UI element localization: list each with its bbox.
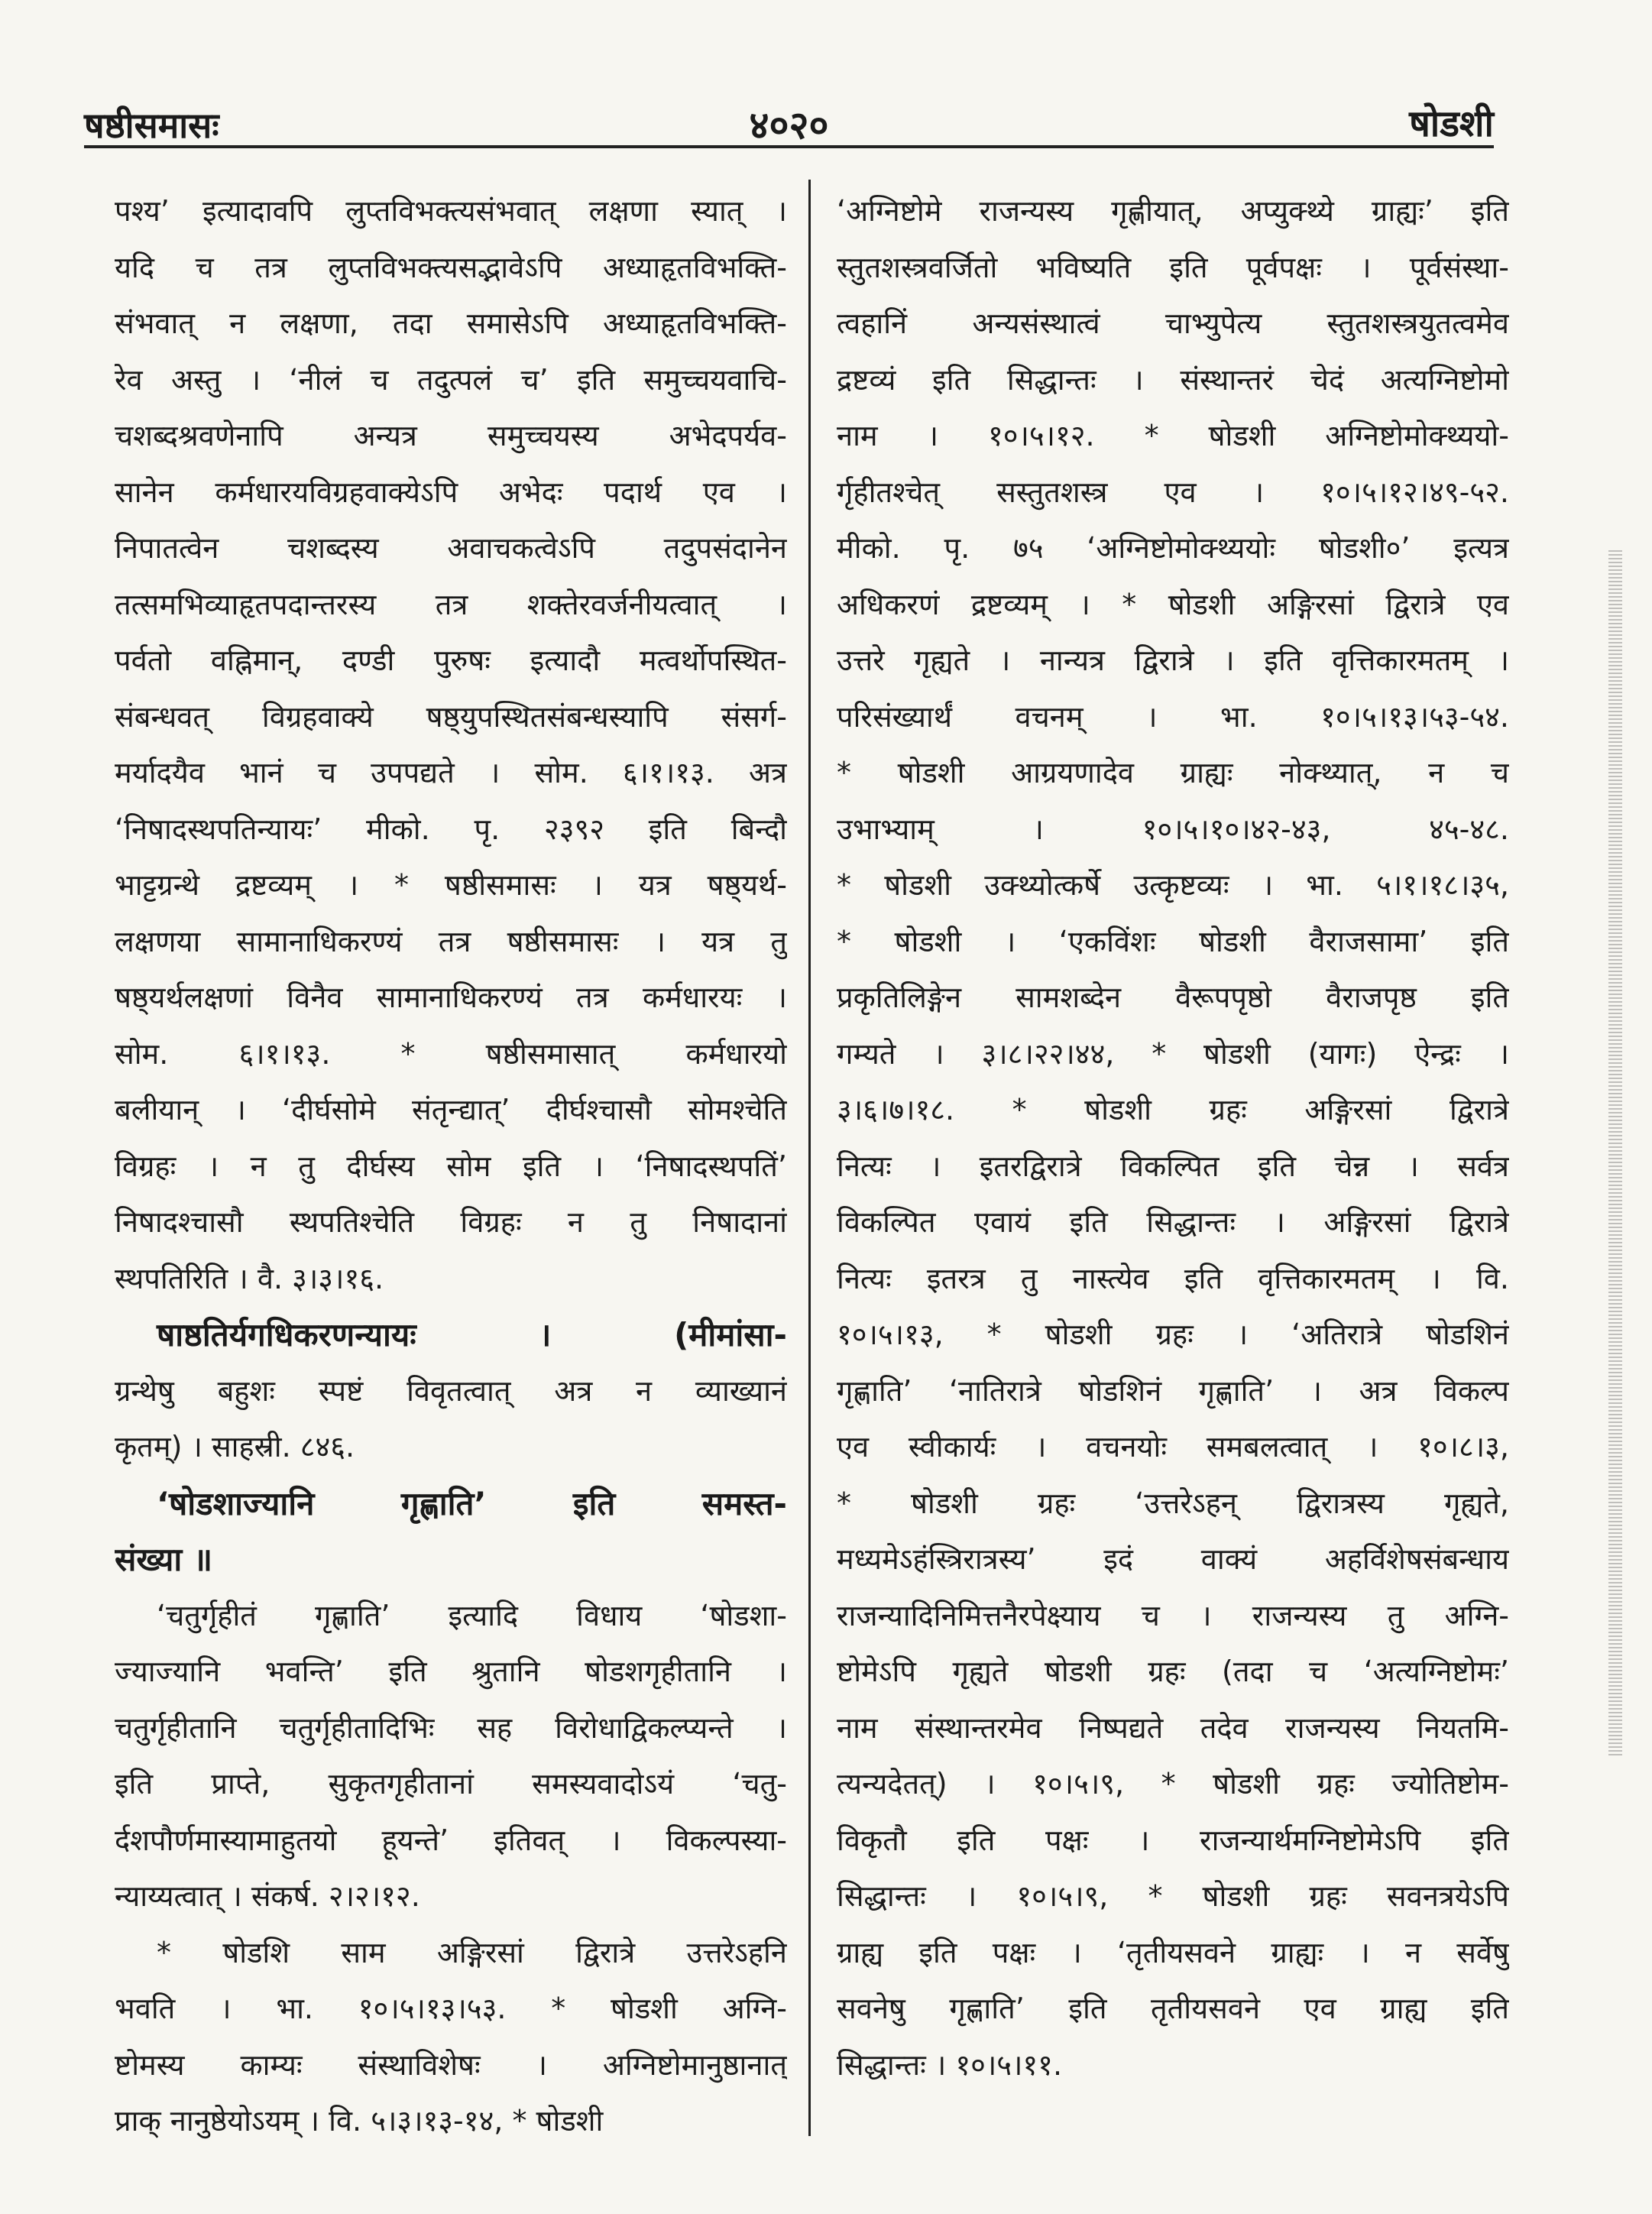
text-line: सिद्धान्तः । १०।५।११.: [837, 2047, 1063, 2082]
text-line: गृह्णाति’ ‘नातिरात्रे षोडशिनं गृह्णाति’ । अत्र विकल्प: [837, 1373, 1509, 1408]
text-line: ‘चतुर्गृहीतं गृह्णाति’ इत्यादि विधाय ‘षोडशा-: [157, 1598, 787, 1632]
text-line: तत्समभिव्याहृतपदान्तरस्य तत्र शक्तेरवर्जनीयत्वात् ।: [115, 587, 787, 621]
text-line: सोम. ६।१।१३. * षष्ठीसमासात् कर्मधारयो: [115, 1036, 787, 1071]
text-line: स्थपतिरिति । वै. ३।३।१६.: [115, 1261, 384, 1295]
text-line: षाष्ठतिर्यगधिकरणन्यायः । (मीमांसा-: [157, 1316, 787, 1353]
text-line: * षोडशी ग्रहः ‘उत्तरेऽहन् द्विरात्रस्य गृह्यते,: [837, 1486, 1509, 1520]
text-line: चतुर्गृहीतानि चतुर्गृहीतादिभिः सह विरोधाद्विकल्प्यन्ते ।: [115, 1710, 787, 1745]
header-left-headword: षष्ठीसमासः: [84, 105, 219, 146]
text-line: प्राक् नानुष्ठेयोऽयम् । वि. ५।३।१३-१४, * षोडशी: [115, 2104, 604, 2138]
text-line: परिसंख्यार्थं वचनम् । भा. १०।५।१३।५३-५४.: [837, 699, 1509, 734]
column-divider: [808, 180, 811, 2136]
text-line: संख्या ॥: [115, 1541, 212, 1578]
text-line: नाम संस्थान्तरमेव निष्पद्यते तदेव राजन्यस्य नियतमि-: [837, 1710, 1509, 1745]
text-line: सानेन कर्मधारयविग्रहवाक्येऽपि अभेदः पदार्थ एव ।: [115, 475, 787, 509]
text-line: ष्टोमस्य काम्यः संस्थाविशेषः । अग्निष्टोमानुष्ठानात्: [115, 2047, 787, 2082]
text-line: त्यन्यदेतत्) । १०।५।९, * षोडशी ग्रहः ज्योतिष्टोम-: [837, 1767, 1509, 1801]
text-line: भवति । भा. १०।५।१३।५३. * षोडशी अग्नि-: [115, 1992, 787, 2025]
page-header: [84, 92, 1494, 148]
text-line: * षोडशी । ‘एकविंशः षोडशी वैराजसामा’ इति: [837, 924, 1509, 958]
text-line: १०।५।१३, * षोडशी ग्रहः । ‘अतिरात्रे षोडशिनं: [837, 1318, 1509, 1351]
text-line: रेव अस्तु । ‘नीलं च तदुत्पलं च’ इति समुच्चयवाचि-: [115, 362, 787, 397]
text-line: द्रष्टव्यं इति सिद्धान्तः । संस्थान्तरं चेदं अत्यग्निष्टोमो: [837, 362, 1509, 397]
text-line: सवनेषु गृह्णाति’ इति तृतीयसवने एव ग्राह्य इति: [837, 1992, 1509, 2025]
text-line: राजन्यादिनिमित्तनैरपेक्ष्याय च । राजन्यस्य तु अग्नि-: [837, 1598, 1509, 1632]
text-line: मीको. पृ. ७५ ‘अग्निष्टोमोक्थ्ययोः षोडशी०’ इत्यत्र: [837, 531, 1509, 565]
text-line: विकृतौ इति पक्षः । राजन्यार्थमग्निष्टोमेऽपि इति: [837, 1823, 1509, 1857]
text-line: संबन्धवत् विग्रहवाक्ये षष्ठ्युपस्थितसंबन्धस्यापि संसर्ग-: [115, 699, 787, 734]
text-line: उत्तरे गृह्यते । नान्यत्र द्विरात्रे । इति वृत्तिकारमतम् ।: [837, 643, 1509, 677]
page-number: ४०२०: [749, 103, 829, 147]
text-line: अधिकरणं द्रष्टव्यम् । * षोडशी अङ्गिरसां द्विरात्रे एव: [837, 587, 1509, 621]
text-line: कृतम्) । साहस्री. ८४६.: [115, 1430, 355, 1464]
header-right-headword: षोडशी: [1409, 102, 1494, 145]
text-line: ‘अग्निष्टोमे राजन्यस्य गृह्णीयात्, अप्युक्थ्ये ग्राह्यः’ इति: [837, 194, 1509, 228]
text-line: * षोडशि साम अङ्गिरसां द्विरात्रे उत्तरेऽहनि: [157, 1935, 787, 1969]
text-line: ष्टोमेऽपि गृह्यते षोडशी ग्रहः (तदा च ‘अत्यग्निष्टोमः’: [837, 1655, 1509, 1688]
text-line: विग्रहः । न तु दीर्घस्य सोम इति । ‘निषादस्थपतिं’: [115, 1149, 787, 1183]
text-line: नित्यः । इतरद्विरात्रे विकल्पित इति चेन्न । सर्वत्र: [837, 1149, 1509, 1183]
text-line: गम्यते । ३।८।२२।४४, * षोडशी (यागः) ऐन्द्रः ।: [837, 1036, 1509, 1071]
text-line: मर्यादयैव भानं च उपपद्यते । सोम. ६।१।१३. अत्र: [115, 756, 787, 789]
text-line: भाट्टग्रन्थे द्रष्टव्यम् । * षष्ठीसमासः । यत्र षष्ठ्यर्थ-: [115, 868, 787, 902]
scan-edge-artifact: [1608, 550, 1622, 1758]
left-column: [115, 183, 787, 2150]
text-line: न्याय्यत्वात् । संकर्ष. २।२।१२.: [115, 1879, 420, 1913]
text-line: नाम । १०।५।१२. * षोडशी अग्निष्टोमोक्थ्ययो-: [837, 419, 1509, 452]
text-line: * षोडशी आग्रयणादेव ग्राह्यः नोक्थ्यात्, न च: [837, 756, 1509, 789]
text-line: नित्यः इतरत्र तु नास्त्येव इति वृत्तिकारमतम् । वि.: [837, 1261, 1509, 1295]
text-line: पश्य’ इत्यादावपि लुप्तविभक्त्यसंभवात् लक्षणा स्यात् ।: [115, 194, 787, 228]
text-line: ‘निषादस्थपतिन्यायः’ मीको. पृ. २३९२ इति बिन्दौ: [115, 812, 787, 846]
text-line: षष्ठ्यर्थलक्षणां विनैव सामानाधिकरण्यं तत्र कर्मधारयः ।: [115, 981, 787, 1014]
text-line: प्रकृतिलिङ्गेन सामशब्देन वैरूपपृष्ठो वैराजपृष्ठ इति: [837, 981, 1509, 1014]
text-line: सिद्धान्तः । १०।५।९, * षोडशी ग्रहः सवनत्रयेऽपि: [837, 1879, 1509, 1913]
text-line: चशब्दश्रवणेनापि अन्यत्र समुच्चयस्य अभेदपर्यव-: [115, 419, 787, 452]
text-line: उभाभ्याम् । १०।५।१०।४२-४३, ४५-४८.: [837, 812, 1509, 846]
text-line: र्गृहीतश्चेत् सस्तुतशस्त्र एव । १०।५।१२।४९-५२.: [837, 475, 1509, 509]
text-line: एव स्वीकार्यः । वचनयोः समबलत्वात् । १०।८।३,: [837, 1430, 1509, 1464]
text-line: विकल्पित एवायं इति सिद्धान्तः । अङ्गिरसां द्विरात्रे: [837, 1205, 1509, 1239]
text-line: इति प्राप्ते, सुकृतगृहीतानां समस्यवादोऽयं ‘चतु-: [115, 1767, 787, 1801]
text-line: निपातत्वेन चशब्दस्य अवाचकत्वेऽपि तदुपसंदानेन: [115, 531, 787, 565]
text-line: ग्राह्य इति पक्षः । ‘तृतीयसवने ग्राह्यः । न सर्वेषु: [837, 1935, 1509, 1969]
text-line: लक्षणया सामानाधिकरण्यं तत्र षष्ठीसमासः । यत्र तु: [115, 924, 787, 958]
text-line: ३।६।७।१८. * षोडशी ग्रहः अङ्गिरसां द्विरात्रे: [837, 1093, 1509, 1126]
text-line: ज्याज्यानि भवन्ति’ इति श्रुतानि षोडशगृहीतानि ।: [115, 1655, 787, 1688]
text-line: बलीयान् । ‘दीर्घसोमे संतृन्द्यात्’ दीर्घश्चासौ सोमश्चेति: [115, 1093, 787, 1126]
text-line: स्तुतशस्त्रवर्जितो भविष्यति इति पूर्वपक्षः । पूर्वसंस्था-: [837, 250, 1509, 284]
text-line: त्वहानिं अन्यसंस्थात्वं चाभ्युपेत्य स्तुतशस्त्रयुतत्वमेव: [837, 306, 1509, 340]
text-line: संभवात् न लक्षणा, तदा समासेऽपि अध्याहृतविभक्ति-: [115, 306, 787, 340]
text-line: मध्यमेऽहंस्त्रिरात्रस्य’ इदं वाक्यं अहर्विशेषसंबन्धाय: [837, 1542, 1509, 1576]
text-line: ‘षोडशाज्यानि गृह्णाति’ इति समस्त-: [157, 1484, 787, 1522]
text-line: पर्वतो वह्निमान्, दण्डी पुरुषः इत्यादौ मत्वर्थोपस्थित-: [115, 643, 787, 677]
text-line: निषादश्चासौ स्थपतिश्चेति विग्रहः न तु निषादानां: [115, 1205, 787, 1239]
text-line: * षोडशी उक्थ्योत्कर्षे उत्कृष्टव्यः । भा. ५।१।१८।३५,: [837, 868, 1509, 902]
right-column: [837, 183, 1509, 2093]
text-line: ग्रन्थेषु बहुशः स्पष्टं विवृतत्वात् अत्र न व्याख्यानं: [115, 1373, 787, 1408]
text-line: र्दशपौर्णमास्यामाहुतयो हूयन्ते’ इतिवत् । विकल्पस्या-: [115, 1823, 787, 1857]
text-line: यदि च तत्र लुप्तविभक्त्यसद्भावेऽपि अध्याहृतविभक्ति-: [115, 250, 787, 284]
